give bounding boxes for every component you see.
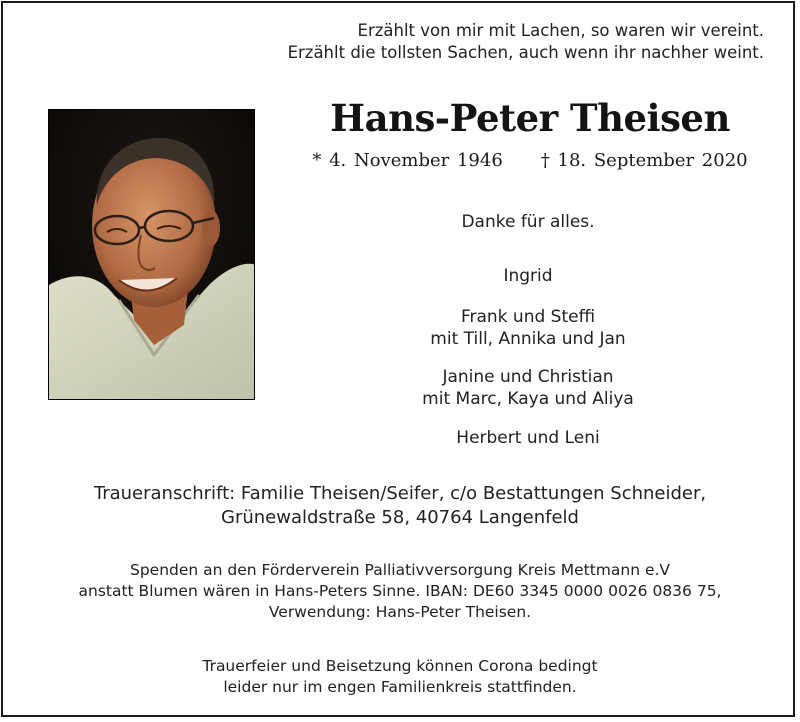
family-group xyxy=(300,265,756,287)
address-line: Traueranschrift: Familie Theisen/Seifer, c/o Bestattungen Schneider, xyxy=(93,483,707,504)
family-group xyxy=(300,366,756,410)
life-dates xyxy=(300,150,760,171)
deceased-name: Hans-Peter Theisen xyxy=(330,96,730,140)
birth-date: * 4. November 1946 xyxy=(312,150,503,171)
mourning-address xyxy=(0,482,800,530)
donation-line: anstatt Blumen wären in Hans-Peters Sinne. IBAN: DE60 3345 0000 0026 0836 75, xyxy=(78,582,722,600)
death-date: † 18. September 2020 xyxy=(540,150,748,171)
donation-line: Verwendung: Hans-Peter Theisen. xyxy=(268,603,532,621)
donation-note xyxy=(0,560,800,623)
family-name: Janine und Christian xyxy=(442,367,614,387)
address-line: Grünewaldstraße 58, 40764 Langenfeld xyxy=(221,507,579,528)
thanks-line xyxy=(300,211,756,233)
family-group xyxy=(300,427,756,449)
donation-line: Spenden an den Förderverein Palliativversorgung Kreis Mettmann e.V xyxy=(129,561,671,579)
motto-line: Erzählt von mir mit Lachen, so waren wir vereint. xyxy=(357,21,764,40)
family-name: Herbert und Leni xyxy=(456,428,600,448)
thanks-text: Danke für alles. xyxy=(461,212,595,232)
portrait-photo xyxy=(48,109,255,400)
family-name: Frank und Steffi xyxy=(460,307,596,327)
funeral-line: leider nur im engen Familienkreis stattfinden. xyxy=(223,678,577,696)
motto-line: Erzählt die tollsten Sachen, auch wenn ihr nachher weint. xyxy=(287,43,764,62)
funeral-line: Trauerfeier und Beisetzung können Corona bedingt xyxy=(202,657,598,675)
motto-verse xyxy=(288,20,764,64)
family-name: Ingrid xyxy=(503,266,553,286)
funeral-note xyxy=(0,656,800,698)
family-children: mit Marc, Kaya und Aliya xyxy=(422,389,634,409)
family-group xyxy=(300,306,756,350)
family-children: mit Till, Annika und Jan xyxy=(430,329,626,349)
